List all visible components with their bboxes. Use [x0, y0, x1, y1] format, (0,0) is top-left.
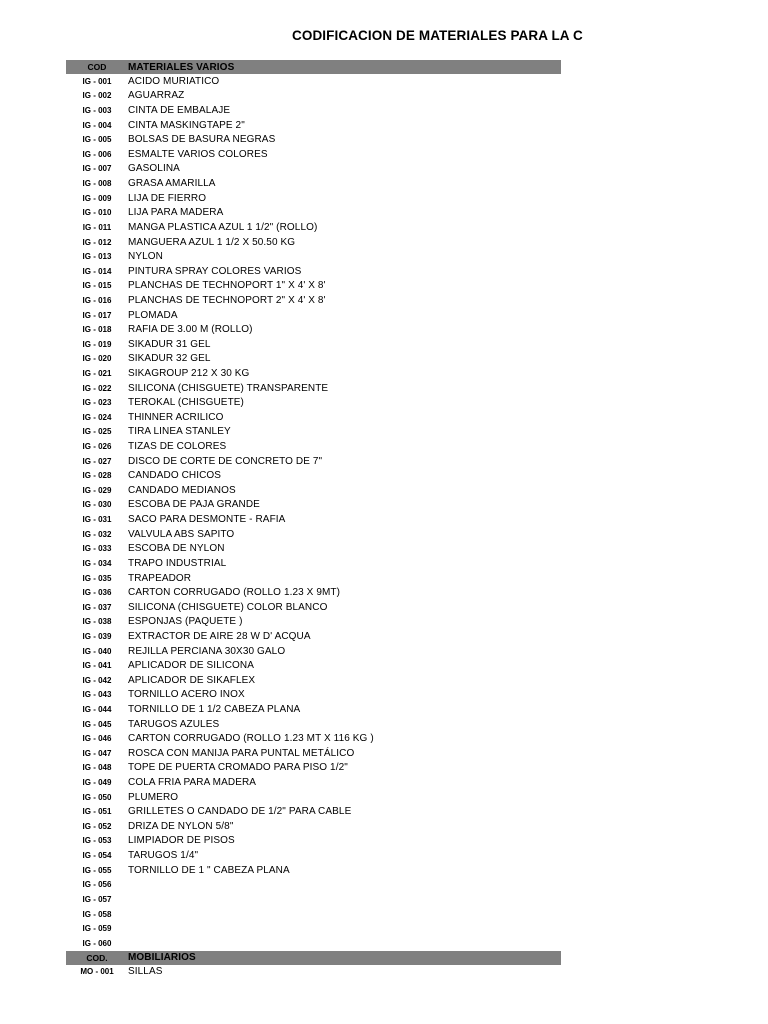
item-code: IG - 010 [82, 208, 112, 218]
table-row [66, 804, 561, 819]
item-code: IG - 031 [82, 515, 112, 525]
item-name: MANGUERA AZUL 1 1/2 X 50.50 KG [128, 236, 296, 248]
item-code: IG - 018 [82, 325, 112, 335]
item-name: RAFIA DE 3.00 M (ROLLO) [128, 324, 253, 336]
item-code: IG - 019 [82, 339, 112, 349]
item-name: CARTON CORRUGADO (ROLLO 1.23 MT X 116 KG ) [128, 733, 374, 745]
section-header [66, 60, 561, 74]
table-row [66, 658, 561, 673]
table-row [66, 731, 561, 746]
item-name: ROSCA CON MANIJA PARA PUNTAL METÁLICO [128, 747, 355, 759]
item-code: IG - 055 [82, 865, 112, 875]
item-name: NYLON [128, 251, 163, 263]
table-row [66, 147, 561, 162]
table-row [66, 921, 561, 936]
item-code: IG - 025 [82, 427, 112, 437]
item-code: IG - 052 [82, 821, 112, 831]
item-name: APLICADOR DE SILICONA [128, 660, 255, 672]
item-code: IG - 034 [82, 558, 112, 568]
item-code: IG - 021 [82, 368, 112, 378]
item-code: IG - 053 [82, 836, 112, 846]
table-row [66, 235, 561, 250]
item-code: IG - 056 [82, 880, 112, 890]
item-name: PINTURA SPRAY COLORES VARIOS [128, 265, 302, 277]
item-code: MO - 001 [80, 967, 114, 977]
header-code-label: COD. [86, 952, 108, 963]
item-name: ESPONJAS (PAQUETE ) [128, 616, 243, 628]
table-row [66, 337, 561, 352]
table-row [66, 790, 561, 805]
item-name: GASOLINA [128, 163, 180, 175]
table-row [66, 907, 561, 922]
table-row [66, 118, 561, 133]
item-code: IG - 035 [82, 573, 112, 583]
table-row [66, 264, 561, 279]
table-row [66, 542, 561, 557]
item-name: CINTA MASKINGTAPE 2" [128, 119, 245, 131]
item-name: PLANCHAS DE TECHNOPORT 2" X 4' X 8' [128, 294, 326, 306]
item-code: IG - 029 [82, 485, 112, 495]
item-code: IG - 006 [82, 149, 112, 159]
item-code: IG - 040 [82, 646, 112, 656]
item-name: SILICONA (CHISGUETE) TRANSPARENTE [128, 382, 329, 394]
item-name: DRIZA DE NYLON 5/8" [128, 820, 234, 832]
item-name: REJILLA PERCIANA 30X30 GALO [128, 645, 286, 657]
item-code: IG - 041 [82, 661, 112, 671]
item-code: IG - 013 [82, 252, 112, 262]
table-row [66, 395, 561, 410]
item-code: IG - 032 [82, 529, 112, 539]
table-row [66, 673, 561, 688]
table-row [66, 746, 561, 761]
item-code: IG - 023 [82, 398, 112, 408]
item-code: IG - 043 [82, 690, 112, 700]
item-code: IG - 060 [82, 938, 112, 948]
table-row [66, 834, 561, 849]
item-name: TIRA LINEA STANLEY [128, 426, 231, 438]
table-row [66, 425, 561, 440]
item-code: IG - 027 [82, 456, 112, 466]
table-row [66, 571, 561, 586]
materials-table [66, 60, 561, 979]
table-row [66, 132, 561, 147]
section-header [66, 951, 561, 965]
table-row [66, 454, 561, 469]
item-name: LIJA DE FIERRO [128, 192, 207, 204]
item-code: IG - 030 [82, 500, 112, 510]
table-row [66, 527, 561, 542]
item-code: IG - 001 [82, 76, 112, 86]
item-name: TORNILLO DE 1 " CABEZA PLANA [128, 864, 290, 876]
table-row [66, 483, 561, 498]
item-name: MANGA PLASTICA AZUL 1 1/2" (ROLLO) [128, 221, 318, 233]
item-code: IG - 039 [82, 631, 112, 641]
item-code: IG - 044 [82, 705, 112, 714]
item-code: IG - 037 [82, 602, 112, 612]
item-name: ESCOBA DE NYLON [128, 543, 225, 555]
item-code: IG - 042 [82, 675, 112, 685]
item-code: IG - 047 [82, 748, 112, 758]
item-code: IG - 004 [82, 120, 112, 130]
table-row [66, 878, 561, 893]
item-name: EXTRACTOR DE AIRE 28 W D' ACQUA [128, 630, 311, 642]
item-code: IG - 005 [82, 135, 112, 145]
item-name: TARUGOS 1/4" [128, 850, 199, 862]
item-name: TORNILLO DE 1 1/2 CABEZA PLANA [128, 704, 301, 715]
table-row [66, 205, 561, 220]
table-row [66, 498, 561, 513]
item-name: VALVULA ABS SAPITO [128, 528, 235, 540]
table-row [66, 322, 561, 337]
item-code: IG - 038 [82, 617, 112, 627]
item-code: IG - 057 [82, 894, 112, 904]
table-row [66, 615, 561, 630]
table-row [66, 512, 561, 527]
table-row [66, 717, 561, 732]
item-code: IG - 003 [82, 106, 112, 116]
item-name: SIKADUR 31 GEL [128, 338, 211, 350]
item-name: BOLSAS DE BASURA NEGRAS [128, 134, 276, 146]
header-section-label: MOBILIARIOS [128, 952, 196, 964]
item-code: IG - 007 [82, 164, 112, 174]
item-name: TARUGOS AZULES [128, 718, 220, 730]
item-name: SILICONA (CHISGUETE) COLOR BLANCO [128, 601, 328, 613]
table-row [66, 176, 561, 191]
item-code: IG - 024 [82, 412, 112, 422]
item-code: IG - 008 [82, 179, 112, 189]
item-name: ESCOBA DE PAJA GRANDE [128, 499, 260, 511]
item-name: TORNILLO ACERO INOX [128, 689, 245, 701]
item-name: CINTA DE EMBALAJE [128, 105, 231, 117]
item-name: CARTON CORRUGADO (ROLLO 1.23 X 9MT) [128, 587, 341, 599]
item-code: IG - 036 [82, 588, 112, 598]
table-row [66, 293, 561, 308]
item-code: IG - 011 [82, 222, 112, 232]
table-row [66, 965, 561, 980]
item-name: APLICADOR DE SIKAFLEX [128, 674, 256, 686]
item-code: IG - 009 [82, 193, 112, 203]
item-code: IG - 016 [82, 295, 112, 305]
item-name: SACO PARA DESMONTE - RAFIA [128, 514, 286, 526]
item-name: CANDADO CHICOS [128, 470, 222, 482]
table-row [66, 279, 561, 294]
item-name: SIKAGROUP 212 X 30 KG [128, 367, 250, 379]
item-code: IG - 054 [82, 851, 112, 861]
table-row [66, 410, 561, 425]
item-name: TOPE DE PUERTA CROMADO PARA PISO 1/2" [128, 762, 348, 774]
header-code-label: COD [87, 62, 107, 72]
item-name: THINNER ACRILICO [128, 411, 224, 423]
item-code: IG - 017 [82, 310, 112, 320]
item-code: IG - 022 [82, 383, 112, 393]
item-name: DISCO DE CORTE DE CONCRETO DE 7" [128, 455, 323, 467]
item-name: TRAPO INDUSTRIAL [128, 557, 227, 569]
table-row [66, 819, 561, 834]
table-row [66, 220, 561, 235]
table-row [66, 191, 561, 206]
table-row [66, 556, 561, 571]
item-code: IG - 015 [82, 281, 112, 291]
table-row [66, 308, 561, 323]
item-code: IG - 058 [82, 909, 112, 919]
item-code: IG - 051 [82, 807, 112, 817]
table-row [66, 89, 561, 104]
item-name: LIJA PARA MADERA [128, 207, 224, 219]
item-code: IG - 050 [82, 792, 112, 802]
item-name: CANDADO MEDIANOS [128, 484, 236, 496]
item-code: IG - 048 [82, 763, 112, 773]
table-row [66, 585, 561, 600]
item-name: TEROKAL (CHISGUETE) [128, 397, 244, 409]
item-name: PLOMADA [128, 309, 178, 321]
table-row [66, 848, 561, 863]
table-row [66, 439, 561, 454]
table-row [66, 688, 561, 703]
item-name: TRAPEADOR [128, 572, 192, 584]
item-name: GRASA AMARILLA [128, 178, 216, 190]
page-title: CODIFICACION DE MATERIALES PARA LA C [292, 28, 583, 43]
item-name: COLA FRIA PARA MADERA [128, 777, 257, 789]
item-name: SIKADUR 32 GEL [128, 353, 211, 365]
table-row [66, 936, 561, 951]
table-row [66, 775, 561, 790]
table-row [66, 162, 561, 177]
item-name: GRILLETES O CANDADO DE 1/2" PARA CABLE [128, 806, 352, 818]
item-name: ACIDO MURIATICO [128, 75, 220, 87]
item-code: IG - 046 [82, 734, 112, 744]
table-row [66, 644, 561, 659]
table-row [66, 103, 561, 118]
table-row [66, 468, 561, 483]
item-code: IG - 014 [82, 266, 112, 276]
item-code: IG - 002 [82, 91, 112, 101]
table-row [66, 863, 561, 878]
table-row [66, 381, 561, 396]
table-row [66, 761, 561, 776]
table-row [66, 629, 561, 644]
table-row [66, 892, 561, 907]
item-name: LIMPIADOR DE PISOS [128, 835, 235, 847]
table-row [66, 74, 561, 89]
table-row [66, 366, 561, 381]
item-name: TIZAS DE COLORES [128, 441, 227, 453]
item-code: IG - 059 [82, 924, 112, 934]
item-name: AGUARRAZ [128, 90, 185, 102]
item-name: PLUMERO [128, 791, 179, 803]
item-code: IG - 012 [82, 237, 112, 247]
header-section-label: MATERIALES VARIOS [128, 61, 235, 73]
item-name: PLANCHAS DE TECHNOPORT 1" X 4' X 8' [128, 280, 326, 292]
item-code: IG - 028 [82, 471, 112, 481]
item-code: IG - 020 [82, 354, 112, 364]
item-code: IG - 045 [82, 719, 112, 729]
table-row [66, 702, 561, 717]
item-code: IG - 026 [82, 442, 112, 452]
item-name: ESMALTE VARIOS COLORES [128, 148, 268, 160]
item-code: IG - 049 [82, 778, 112, 788]
table-row [66, 249, 561, 264]
table-row [66, 352, 561, 367]
table-row [66, 600, 561, 615]
item-name: SILLAS [128, 966, 163, 978]
item-code: IG - 033 [82, 544, 112, 554]
